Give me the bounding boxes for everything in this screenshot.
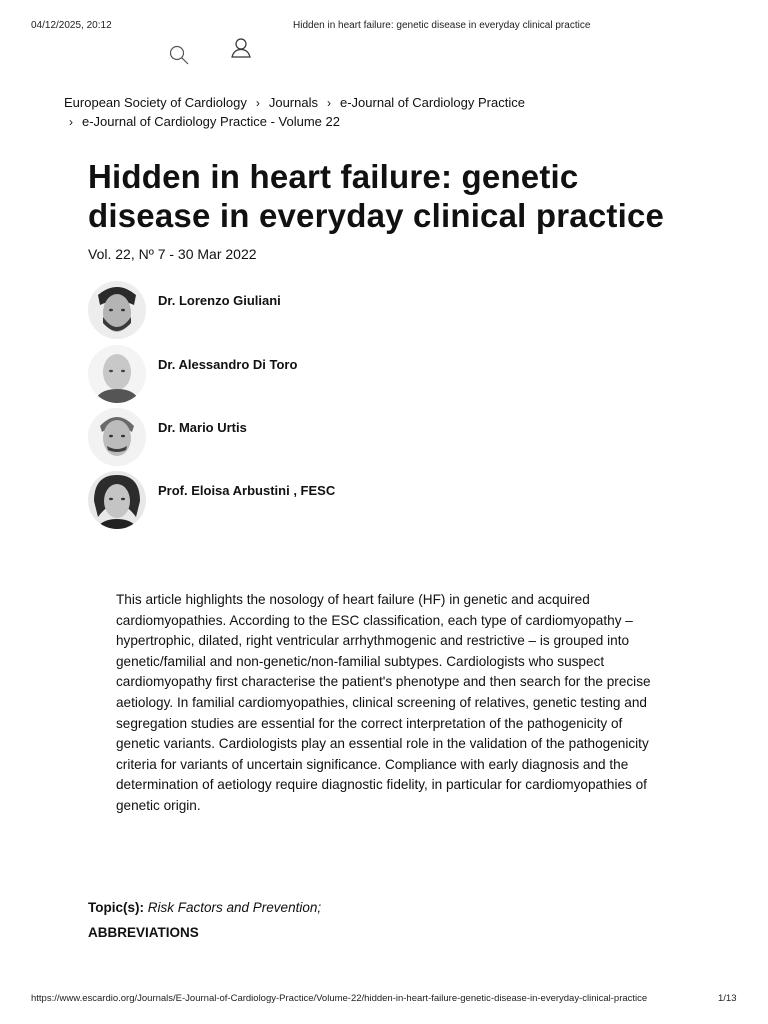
author-card[interactable] bbox=[88, 281, 488, 341]
breadcrumb-continued bbox=[69, 114, 340, 129]
abbreviations-heading: ABBREVIATIONS bbox=[88, 925, 199, 940]
print-url: https://www.escardio.org/Journals/E-Journal-of-Cardiology-Practice/Volume-22/hidden-in-heart-failure-genetic-disease-in-everyday-clinical-practice bbox=[31, 993, 648, 1004]
search-icon[interactable] bbox=[168, 44, 192, 68]
breadcrumb-separator: › bbox=[255, 96, 260, 110]
author-avatar bbox=[88, 408, 146, 466]
topic-link[interactable]: Risk Factors and Prevention; bbox=[147, 900, 322, 915]
breadcrumb-journals[interactable]: Journals bbox=[268, 95, 318, 110]
breadcrumb-separator: › bbox=[326, 96, 331, 110]
breadcrumb bbox=[64, 95, 525, 110]
topics bbox=[88, 900, 321, 915]
author-name: Dr. Lorenzo Giuliani bbox=[158, 293, 281, 308]
issue-info: Vol. 22, Nº 7 - 30 Mar 2022 bbox=[88, 246, 257, 262]
user-icon[interactable] bbox=[229, 36, 253, 60]
page-number: 1/13 bbox=[718, 993, 737, 1004]
breadcrumb-separator: › bbox=[69, 115, 73, 129]
author-avatar bbox=[88, 281, 146, 339]
author-avatar bbox=[88, 471, 146, 529]
author-name: Dr. Mario Urtis bbox=[158, 420, 247, 435]
print-page-title: Hidden in heart failure: genetic disease in everyday clinical practice bbox=[293, 20, 591, 31]
author-card[interactable] bbox=[88, 471, 488, 531]
breadcrumb-volume[interactable]: e-Journal of Cardiology Practice - Volume 22 bbox=[82, 114, 340, 129]
author-name: Dr. Alessandro Di Toro bbox=[158, 357, 298, 372]
print-datetime: 04/12/2025, 20:12 bbox=[31, 20, 112, 31]
author-avatar bbox=[88, 345, 146, 403]
author-card[interactable] bbox=[88, 408, 488, 468]
author-card[interactable] bbox=[88, 345, 488, 405]
topics-label: Topic(s): bbox=[88, 900, 144, 915]
breadcrumb-esc[interactable]: European Society of Cardiology bbox=[64, 95, 247, 110]
author-name: Prof. Eloisa Arbustini , FESC bbox=[158, 483, 336, 498]
breadcrumb-ejournal[interactable]: e-Journal of Cardiology Practice bbox=[339, 95, 525, 110]
article-abstract: This article highlights the nosology of heart failure (HF) in genetic and acquired cardiomyopathies. According to the ESC classification, each type of cardiomyopathy – hypertrophic, dilated, right ventricular arrhythmogenic and restrictive – is grouped into genetic/familial and non-genetic/non-familial subtypes. Cardiologists who suspect cardiomyopathy first characterise the patient's phenotype and then search for the precise aetiology. In familial cardiomyopathies, clinical screening of relatives, genetic testing and segregation studies are essential for the correct interpretation of the pathogenicity of genetic variants. Cardiologists play an essential role in the validation of the pathogenicity criteria for variants of uncertain significance. Compliance with early diagnosis and the determination of aetiology require diagnostic fidelity, in particular for cardiomyopathies of genetic origin. bbox=[116, 592, 651, 813]
article-title: Hidden in heart failure: genetic disease in everyday clinical practice bbox=[88, 158, 665, 234]
